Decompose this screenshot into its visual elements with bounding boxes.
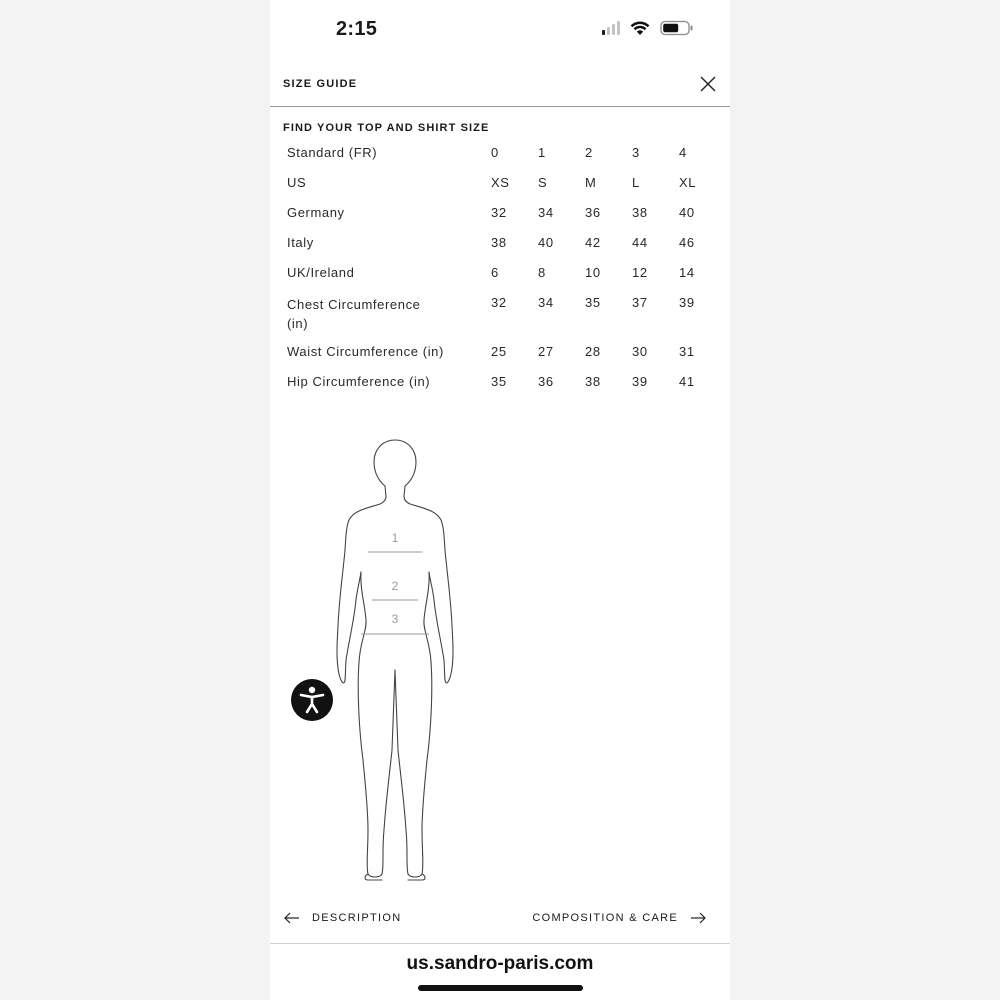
row-label: Germany [287,205,345,220]
table-row [283,235,726,265]
table-cell: S [538,175,548,190]
table-cell: 31 [679,344,695,359]
close-icon[interactable] [698,74,718,94]
table-row [283,265,726,295]
table-cell: 8 [538,265,546,280]
table-cell: XS [491,175,510,190]
table-cell: 32 [491,295,507,310]
table-cell: 6 [491,265,499,280]
table-cell: 40 [679,205,695,220]
table-cell: 37 [632,295,648,310]
table-cell: 38 [632,205,648,220]
table-cell: 35 [491,374,507,389]
table-cell: 34 [538,295,554,310]
marker-label: 3 [391,612,399,626]
table-row [283,374,726,404]
background-right [730,0,1000,1000]
browser-url[interactable]: us.sandro-paris.com [406,953,594,974]
row-label: Italy [287,235,314,250]
table-cell: 1 [538,145,546,160]
table-cell: XL [679,175,697,190]
status-time: 2:15 [336,18,378,40]
table-row [283,344,726,374]
status-icons [602,20,694,36]
table-cell: M [585,175,597,190]
table-cell: 44 [632,235,648,250]
table-cell: 39 [632,374,648,389]
table-cell: 30 [632,344,648,359]
description-label: DESCRIPTION [312,912,402,924]
table-row [283,145,726,175]
size-guide-header [270,62,730,107]
description-link[interactable] [284,912,401,924]
table-cell: 35 [585,295,601,310]
table-row [283,205,726,235]
table-cell: 2 [585,145,593,160]
size-table [283,145,726,404]
marker-label: 2 [391,579,399,593]
table-cell: 41 [679,374,695,389]
row-label: Standard (FR) [287,145,378,160]
table-cell: 36 [585,205,601,220]
table-cell: 40 [538,235,554,250]
table-cell: 38 [491,235,507,250]
row-label: Waist Circumference (in) [287,344,444,359]
table-row [283,295,726,344]
table-cell: L [632,175,640,190]
body-measurement-figure [330,430,460,890]
table-cell: 25 [491,344,507,359]
table-cell: 34 [538,205,554,220]
row-label: US [287,175,307,190]
row-label: Chest Circumference (in) [287,297,421,331]
table-cell: 32 [491,205,507,220]
phone-screen [270,0,730,1000]
marker-label: 1 [391,531,399,545]
table-row [283,175,726,205]
table-cell: 0 [491,145,499,160]
composition-care-link[interactable] [532,912,706,924]
table-cell: 28 [585,344,601,359]
table-cell: 36 [538,374,554,389]
battery-icon [660,20,694,36]
signal-icon [602,21,620,35]
footer-nav [270,900,730,944]
composition-care-label: COMPOSITION & CARE [532,912,678,924]
table-cell: 39 [679,295,695,310]
row-label: Hip Circumference (in) [287,374,431,389]
arrow-right-icon [690,912,706,924]
accessibility-button[interactable] [291,679,333,721]
arrow-left-icon [284,912,300,924]
section-title: FIND YOUR TOP AND SHIRT SIZE [283,122,490,134]
table-cell: 14 [679,265,695,280]
table-cell: 46 [679,235,695,250]
table-cell: 12 [632,265,648,280]
row-label: UK/Ireland [287,265,355,280]
table-cell: 3 [632,145,640,160]
home-indicator[interactable] [418,985,583,991]
page-title: SIZE GUIDE [283,78,358,90]
background-left [0,0,270,1000]
table-cell: 42 [585,235,601,250]
table-cell: 10 [585,265,601,280]
wifi-icon [630,21,650,36]
table-cell: 27 [538,344,554,359]
table-cell: 38 [585,374,601,389]
table-cell: 4 [679,145,687,160]
accessibility-icon [291,679,333,721]
